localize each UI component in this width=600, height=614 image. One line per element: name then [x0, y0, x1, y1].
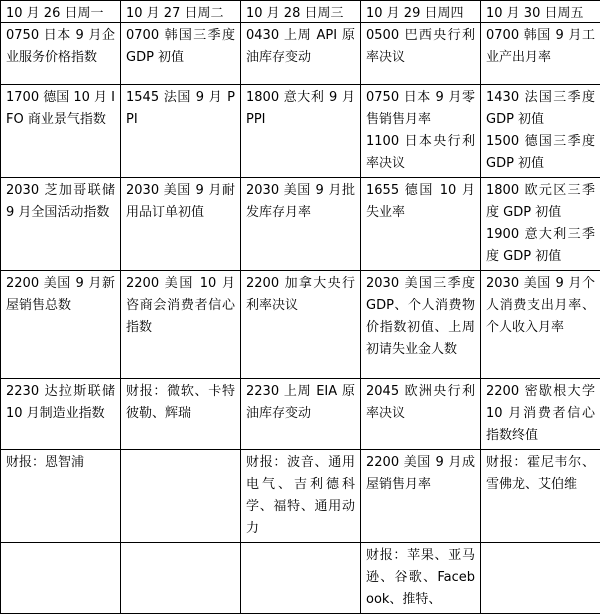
calendar-cell	[361, 85, 481, 178]
table-row	[1, 271, 600, 379]
day-header-fri: 10 月 30 日周五	[481, 1, 600, 23]
calendar-event: 2045 欧洲央行利率决议	[366, 381, 475, 425]
calendar-cell	[241, 85, 361, 178]
calendar-event: 1655 德国 10 月失业率	[366, 180, 475, 224]
table-row	[1, 543, 600, 614]
day-header-wed: 10 月 28 日周三	[241, 1, 361, 23]
table-row	[1, 450, 600, 543]
calendar-event: 2030 美国三季度 GDP、个人消费物价指数初值、上周初请失业金人数	[366, 273, 475, 361]
calendar-cell	[241, 543, 361, 614]
calendar-event: 1500 德国三季度 GDP 初值	[486, 131, 595, 175]
calendar-cell	[121, 23, 241, 85]
calendar-cell	[121, 543, 241, 614]
table-row	[1, 23, 600, 85]
calendar-event: 财报：波音、通用电气、吉利德科学、福特、通用动力	[246, 452, 355, 540]
day-header-mon: 10 月 26 日周一	[1, 1, 121, 23]
calendar-event: 1100 日本央行利率决议	[366, 131, 475, 175]
table-row	[1, 178, 600, 271]
calendar-cell	[241, 450, 361, 543]
calendar-event: 1800 意大利 9 月 PPI	[246, 87, 355, 131]
calendar-event: 2200 美国 9 月成屋销售月率	[366, 452, 475, 496]
calendar-cell	[481, 23, 600, 85]
calendar-event: 0700 韩国 9 月工业产出月率	[486, 25, 595, 69]
table-row	[1, 85, 600, 178]
calendar-event: 0430 上周 API 原油库存变动	[246, 25, 355, 69]
calendar-event: 财报：微软、卡特彼勒、辉瑞	[126, 381, 235, 425]
day-header-thu: 10 月 29 日周四	[361, 1, 481, 23]
calendar-cell	[361, 450, 481, 543]
calendar-event: 财报：霍尼韦尔、雪佛龙、艾伯维	[486, 452, 595, 496]
day-header-tue: 10 月 27 日周二	[121, 1, 241, 23]
calendar-event: 2030 芝加哥联储 9 月全国活动指数	[6, 180, 115, 224]
calendar-cell	[481, 450, 600, 543]
calendar-event: 0500 巴西央行利率决议	[366, 25, 475, 69]
calendar-event: 0750 日本 9 月企业服务价格指数	[6, 25, 115, 69]
calendar-event: 2200 美国 9 月新屋销售总数	[6, 273, 115, 317]
calendar-event: 财报：恩智浦	[6, 452, 115, 474]
calendar-event: 1545 法国 9 月 PPI	[126, 87, 235, 131]
calendar-event: 2200 密歇根大学 10 月消费者信心指数终值	[486, 381, 595, 447]
calendar-cell	[121, 379, 241, 450]
calendar-cell	[361, 23, 481, 85]
calendar-cell	[241, 271, 361, 379]
calendar-cell	[481, 271, 600, 379]
calendar-cell	[361, 271, 481, 379]
table-row	[1, 379, 600, 450]
header-row	[1, 1, 600, 23]
calendar-cell	[241, 178, 361, 271]
calendar-cell	[1, 379, 121, 450]
calendar-event: 2200 加拿大央行利率决议	[246, 273, 355, 317]
calendar-cell	[1, 543, 121, 614]
calendar-event: 0750 日本 9 月零售销售月率	[366, 87, 475, 131]
calendar-cell	[361, 379, 481, 450]
calendar-event: 1430 法国三季度 GDP 初值	[486, 87, 595, 131]
calendar-event: 0700 韩国三季度 GDP 初值	[126, 25, 235, 69]
calendar-cell	[481, 178, 600, 271]
calendar-event: 2030 美国 9 月个人消费支出月率、个人收入月率	[486, 273, 595, 339]
calendar-event: 1900 意大利三季度 GDP 初值	[486, 224, 595, 268]
calendar-cell	[1, 23, 121, 85]
calendar-cell	[361, 178, 481, 271]
calendar-cell	[481, 543, 600, 614]
calendar-cell	[1, 450, 121, 543]
calendar-cell	[1, 271, 121, 379]
calendar-cell	[121, 178, 241, 271]
calendar-cell	[1, 178, 121, 271]
calendar-cell	[361, 543, 481, 614]
calendar-cell	[121, 271, 241, 379]
calendar-event: 2030 美国 9 月批发库存月率	[246, 180, 355, 224]
calendar-event: 2200 美国 10 月咨商会消费者信心指数	[126, 273, 235, 339]
calendar-event: 财报：苹果、亚马逊、谷歌、Facebook、推特、	[366, 545, 475, 611]
calendar-cell	[121, 85, 241, 178]
calendar-cell	[241, 379, 361, 450]
calendar-cell	[481, 85, 600, 178]
calendar-event: 1800 欧元区三季度 GDP 初值	[486, 180, 595, 224]
calendar-event: 2230 上周 EIA 原油库存变动	[246, 381, 355, 425]
calendar-event: 1700 德国 10 月 IFO 商业景气指数	[6, 87, 115, 131]
calendar-body	[1, 23, 600, 614]
calendar-cell	[241, 23, 361, 85]
calendar-cell	[1, 85, 121, 178]
calendar-event: 2030 美国 9 月耐用品订单初值	[126, 180, 235, 224]
calendar-event: 2230 达拉斯联储 10 月制造业指数	[6, 381, 115, 425]
calendar-cell	[481, 379, 600, 450]
calendar-cell	[121, 450, 241, 543]
